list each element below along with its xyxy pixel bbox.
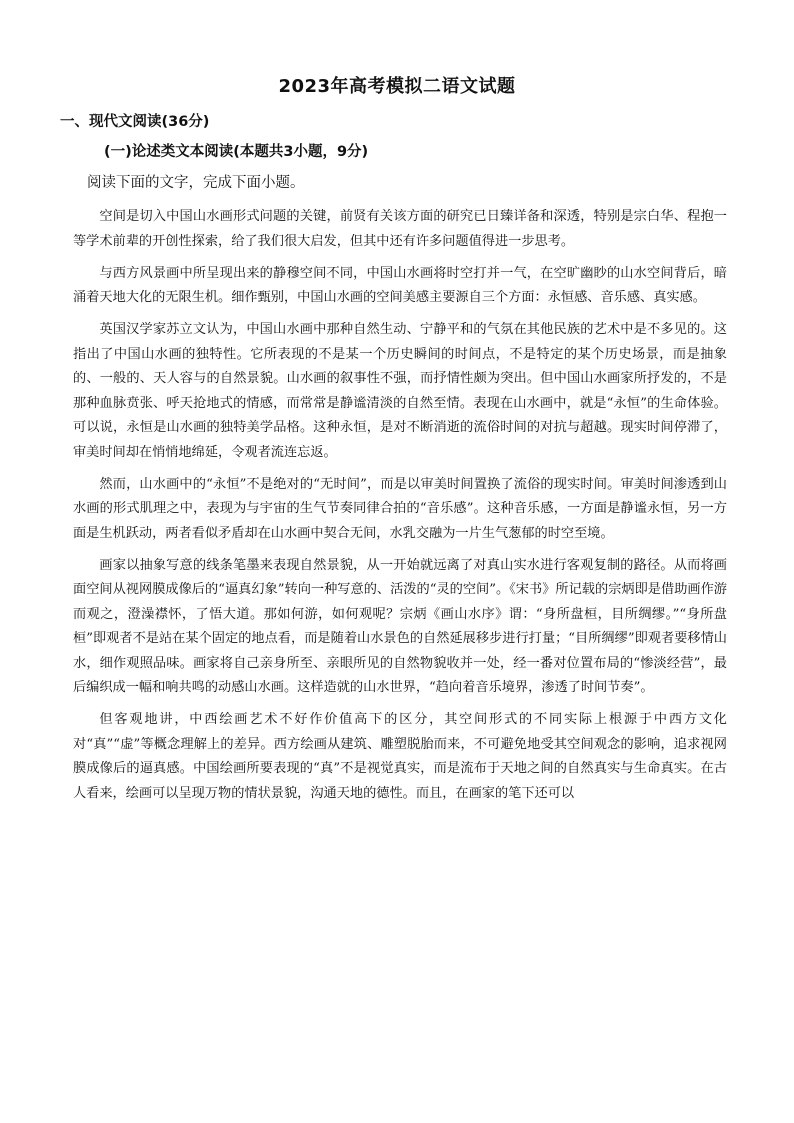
passage-paragraph: 但客观地讲，中西绘画艺术不好作价值高下的区分，其空间形式的不同实际上根源于中西方文化对“真”“虚”等概念理解上的差异。西方绘画从建筑、雕塑脱胎而来，不可避免地受其空间观念的影响，追求视网膜成像后的逼真感。中国绘画所要表现的“真”不是视觉真实，而是流布于天地之间的自然真实与生命真实。在古人看来，绘画可以呈现万物的情状景貌，沟通天地的德性。而且，在画家的笔下还可以: [73, 712, 727, 801]
passage-paragraph: 与西方风景画中所呈现出来的静穆空间不同，中国山水画将时空打并一气，在空旷幽眇的山水空间背后，暗涌着天地大化的无限生机。细作甄别，中国山水画的空间美感主要源自三个方面：永恒感、音乐感、真实感。: [73, 265, 727, 305]
passage-paragraph: 空间是切入中国山水画形式问题的关键，前贤有关该方面的研究已日臻详备和深透，特别是宗白华、程抱一等学术前辈的开创性探索，给了我们很大启发，但其中还有许多问题值得进一步思考。: [73, 209, 727, 249]
section-heading: 一、现代文阅读(36分): [60, 114, 210, 130]
passage-paragraph: 英国汉学家苏立文认为，中国山水画中那种自然生动、宁静平和的气氛在其他民族的艺术中是不多见的。这指出了中国山水画的独特性。它所表现的不是某一个历史瞬间的时间点，不是特定的某个历史场景，而是抽象的、一般的、天人容与的自然景貌。山水画的叙事性不强，而抒情性颇为突出。但中国山水画家所抒发的，不是那种血脉贲张、呼天抢地式的情感，而常常是静谧清淡的自然至情。表现在山水画中，就是“永恒”的生命体验。可以说，永恒是山水画的独特美学品格。这种永恒，是对不断消逝的流俗时间的对抗与超越。现实时间停滞了，审美时间却在悄悄地绵延，令观者流连忘返。: [73, 322, 727, 460]
subsection-heading: (一)论述类文本阅读(本题共3小题，9分): [104, 144, 369, 160]
passage-paragraph: 画家以抽象写意的线条笔墨来表现自然景貌，从一开始就远离了对真山实水进行客观复制的路径。从而将画面空间从视网膜成像后的“逼真幻象”转向一种写意的、活泼的“灵的空间”。《宋书》所记载的宗炳即是借助画作游而观之，澄澡襟怀，了悟大道。那如何游，如何观呢？宗炳《画山水序》谓：“身所盘桓，目所绸缪。”“身所盘桓”即观者不是站在某个固定的地点看，而是随着山水景色的自然延展移步进行打量；“目所绸缪”即观者要移情山水，细作观照品味。画家将自己亲身所至、亲眼所见的自然物貌收并一处，经一番对位置布局的“惨淡经营”，最后编织成一幅和响共鸣的动感山水画。这样造就的山水世界，“趋向着音乐境界，渗透了时间节奏”。: [73, 557, 727, 695]
passage-body: [73, 205, 727, 814]
reading-instruction: 阅读下面的文字，完成下面小题。: [87, 175, 305, 191]
page-title: 2023年高考模拟二语文试题: [278, 76, 516, 97]
passage-paragraph: 然而，山水画中的“永恒”不是绝对的“无时间”，而是以审美时间置换了流俗的现实时间。审美时间渗透到山水画的形式肌理之中，表现为与宇宙的生气节奏同律合拍的“音乐感”。这种音乐感，一方面是静谧永恒，另一方面是生机跃动，两者看似矛盾却在山水画中契合无间，水乳交融为一片生气葱郁的时空至境。: [73, 476, 727, 541]
